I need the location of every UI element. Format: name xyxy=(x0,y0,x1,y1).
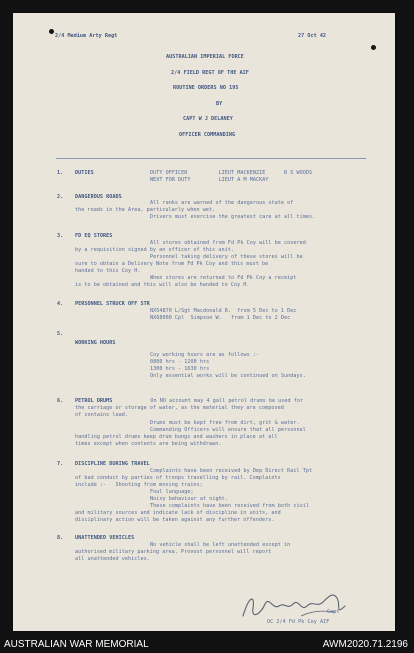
section-heading: PETROL DRUMS xyxy=(75,398,113,404)
section-line: handed to this Coy H. xyxy=(75,268,141,274)
section-line: by a requisition signed by an officer of this unit. xyxy=(75,247,234,253)
section-heading: DUTIES xyxy=(75,170,94,176)
punch-hole-top xyxy=(49,29,54,34)
title-line-3: ROUTINE ORDERS NO 195 xyxy=(173,85,239,91)
section-line: of bad conduct by parties of troops travelling by rail. Complaints xyxy=(75,475,281,481)
section-line: sure to obtain a Delivery Note from Fd Pk Coy and this must be xyxy=(75,261,269,267)
section-line: No vehicle shall be left unattended except in xyxy=(150,542,291,548)
section-heading: PERSONNEL STRUCK OFF STR xyxy=(75,301,150,307)
section-number: 7. xyxy=(57,461,64,467)
footer-source: AUSTRALIAN WAR MEMORIAL xyxy=(4,639,149,650)
section-line: Foul language; xyxy=(150,489,194,495)
section-line: times except when contents are being withdrawn. xyxy=(75,441,222,447)
section-line: handling petrol drums keep drum bungs and washers in place at all xyxy=(75,434,278,440)
section-number: 3. xyxy=(57,233,64,239)
section-line: Commanding Officers will ensure that all personnel xyxy=(150,427,306,433)
section-line: authorised military parking area. Provost personnel will report xyxy=(75,549,272,555)
title-line-4: BY xyxy=(216,101,223,107)
section-heading: FD EQ STORES xyxy=(75,233,113,239)
section-number: 1. xyxy=(57,170,64,176)
section-line: On NO account may 4 gall petrol drums be used for xyxy=(113,398,304,404)
section-line: the roads in the Area, particularly when wet. xyxy=(75,207,216,213)
section-line: and military sources and indicate lack of discipline in units, and xyxy=(75,510,281,516)
header-rule xyxy=(56,158,366,159)
section-line: NX54870 L/Sgt Macdonald R. from 5 Dec to 1 Dec xyxy=(150,308,297,314)
title-line-5: CAPT W J DELANEY xyxy=(183,116,233,122)
section-line: All ranks are warned of the dangerous state of xyxy=(150,200,294,206)
section-heading: DISCIPLINE DURING TRAVEL xyxy=(75,461,150,467)
section-line: of contains lead. xyxy=(75,412,128,418)
section-line: Coy working hours are as follows :- xyxy=(150,352,260,358)
section-line: Only essential works will be continued on Sundays. xyxy=(150,373,306,379)
title-line-6: OFFICER COMMANDING xyxy=(179,132,236,138)
section-heading: WORKING HOURS xyxy=(75,340,116,346)
section-number: 2. xyxy=(57,194,64,200)
section-line: DUTY OFFICER LIEUT MACKENZIE R S WOODS xyxy=(150,170,313,176)
section-line: NEXT FOR DUTY LIEUT A M MACKAY xyxy=(150,177,269,183)
section-line: NX68000 Cpl Simpson W. from 1 Dec to 2 Dec xyxy=(150,315,291,321)
punch-hole-right xyxy=(371,45,376,50)
section-number: 4. xyxy=(57,301,64,307)
section-heading: DANGEROUS ROADS xyxy=(75,194,122,200)
header-date: 27 Oct 42 xyxy=(298,33,327,39)
section-line: the carriage or storage of water, as the material they are composed xyxy=(75,405,284,411)
section-line: Drums must be kept free from dirt, grit & water. xyxy=(150,420,300,426)
section-line: 0800 hrs - 1200 hrs xyxy=(150,359,210,365)
section-line: When stores are returned to Fd Pk Coy a receipt xyxy=(150,275,297,281)
section-line: all unattended vehicles. xyxy=(75,556,150,562)
title-line-2: 2/4 FIELD REGT OF THE AIF xyxy=(171,70,249,76)
section-line: disciplinary action will be taken against any further offenders. xyxy=(75,517,275,523)
section-number: 6. xyxy=(57,398,64,404)
section-line: Drivers must exercise the greatest care at all times. xyxy=(150,214,316,220)
section-line: Complaints have been received by Dep Direct Rail Tpt xyxy=(150,468,313,474)
section-number: 8. xyxy=(57,535,64,541)
section-line: All stores obtained from Fd Pk Coy will be covered xyxy=(150,240,306,246)
section-line: 1300 hrs - 1630 hrs xyxy=(150,366,210,372)
header-unit: 2/4 Medium Arty Regt xyxy=(55,33,118,39)
section-number: 5. xyxy=(57,331,64,337)
document-page xyxy=(13,13,395,631)
section-line: Personnel taking delivery of these stores will be xyxy=(150,254,303,260)
signature-unit: OC 2/4 Fd Pk Coy AIF xyxy=(267,619,330,625)
section-line: include :- Shooting from moving trains; xyxy=(75,482,203,488)
section-line: is to be obtained and this will also be handed to Coy H. xyxy=(75,282,250,288)
title-line-1: AUSTRALIAN IMPERIAL FORCE xyxy=(166,54,244,60)
section-line: Noisy behaviour at night. xyxy=(150,496,228,502)
section-line: These complaints have been received from both civil xyxy=(150,503,309,509)
signature-rank: Capt xyxy=(327,609,340,615)
section-heading: UNATTENDED VEHICLES xyxy=(75,535,135,541)
footer-accession-number: AWM2020.71.2196 xyxy=(322,639,408,650)
